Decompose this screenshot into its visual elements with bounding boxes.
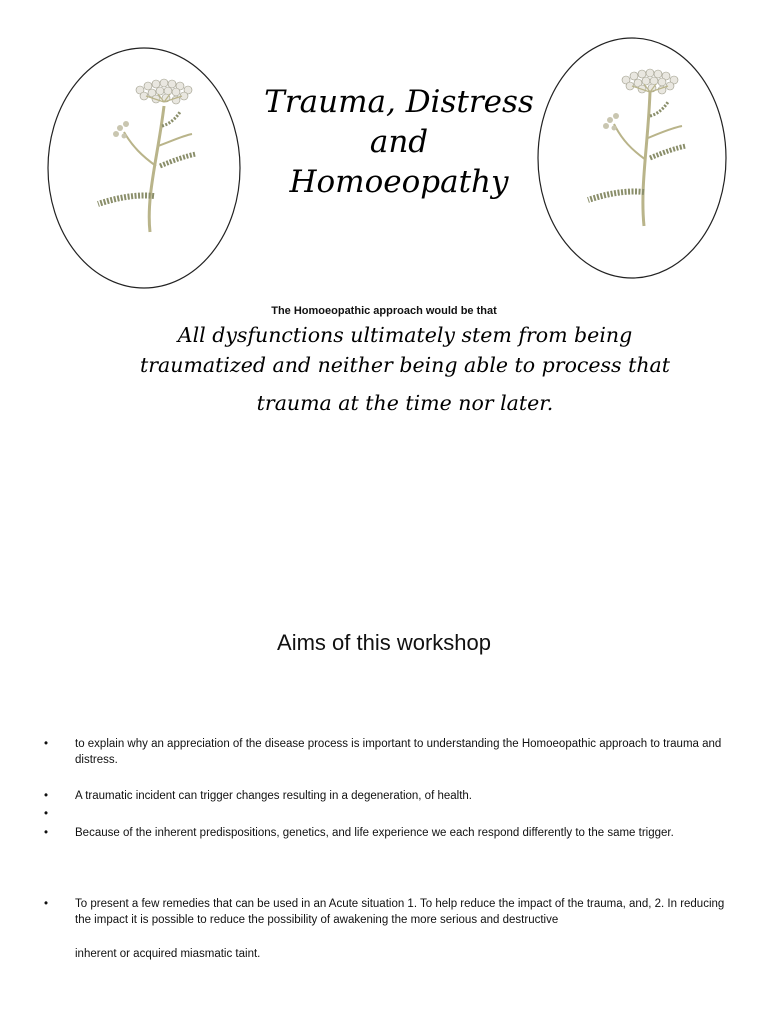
title-line-3: Homoeopathy xyxy=(289,164,509,200)
title-line-2: and xyxy=(369,124,429,160)
aims-heading: Aims of this workshop xyxy=(277,630,491,655)
bullet-text: Because of the inherent predispositions, genetics, and life experience we each respond differently to the same trigger. xyxy=(75,827,674,839)
quote-line-1: All dysfunctions ultimately stem from being xyxy=(177,323,633,347)
bullet-marker: • xyxy=(44,827,49,839)
bullet-text: to explain why an appreciation of the disease process is important to understanding the Homoeopathic approach to trauma and distress. xyxy=(75,738,722,766)
bullet-marker: • xyxy=(44,898,49,910)
quote-line-2: traumatized and neither being able to process that xyxy=(140,353,670,377)
bullet-marker: • xyxy=(44,790,49,802)
title-line-1: Trauma, Distress xyxy=(264,84,534,120)
bullet-text: To present a few remedies that can be used in an Acute situation 1. To help reduce the impact of the trauma, and, 2. In reducing the impact it is possible to reduce the possibility of awakening the more serious and destructive xyxy=(75,898,725,926)
continuation-text: inherent or acquired miasmatic taint. xyxy=(75,948,261,960)
bullet-marker: • xyxy=(44,738,49,750)
bullet-marker: • xyxy=(44,808,49,820)
quote-line-3: trauma at the time nor later. xyxy=(256,391,554,415)
bullet-text: A traumatic incident can trigger changes resulting in a degeneration, of health. xyxy=(75,790,472,802)
intro-text: The Homoeopathic approach would be that xyxy=(271,305,497,317)
